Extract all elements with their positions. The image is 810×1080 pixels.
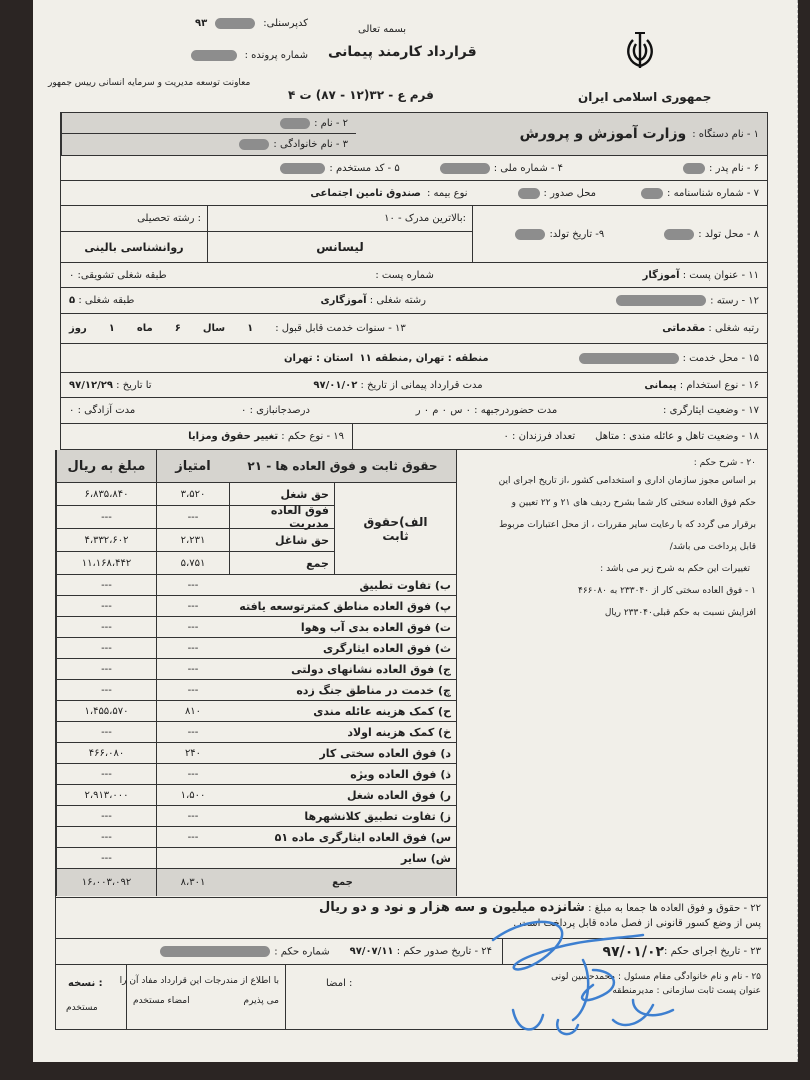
explanation-line: حکم فوق العاده سختی کار شما بشرح ردیف های ۲۱ و ۲۲ تعیین و: [511, 498, 756, 508]
job-field-value: آموزگاری: [320, 295, 367, 306]
amount-cell: ---: [56, 680, 156, 701]
post-title: آموزگار: [642, 269, 680, 281]
field-2-row: [61, 113, 356, 134]
score-cell: ---: [156, 659, 229, 680]
field-11-label: ۱۱ - عنوان پست :: [682, 269, 759, 281]
execution-date: ۹۷/۰۱/۰۲: [602, 943, 665, 960]
fixed-item-label: حق شغل: [229, 483, 334, 506]
front-duration: مدت حضوردرجبهه : ۰ س ۰ م ۰ ر: [415, 405, 558, 416]
copy-value: مستخدم: [66, 1003, 98, 1013]
explanation-line: برقرار می گردد که با رعایت سایر مقررات ، از محل اعتبارات مربوط: [499, 520, 756, 530]
employee-acknowledgement: [119, 965, 286, 1030]
allowance-label: چ) خدمت در مناطق جنگ زده: [229, 680, 456, 701]
explanation-line: قابل پرداخت می باشد/: [669, 542, 756, 552]
allowance-label: س) فوق العاده ایثارگری ماده ۵۱: [229, 827, 456, 848]
fixed-item-label: جمع: [229, 552, 334, 575]
amount-cell: ---: [56, 506, 156, 529]
deputy-label: معاونت توسعه مدیریت و سرمایه انسانی رییس جمهور: [48, 78, 251, 88]
score-cell: ---: [156, 596, 229, 617]
job-field-label: رشته شغلی :: [369, 295, 426, 306]
score-cell: ۸۱۰: [156, 701, 229, 722]
field-25-label: ۲۵ - نام و نام خانوادگی مقام مسئول :: [617, 972, 761, 982]
job-class-label: طبقه شغلی :: [78, 295, 135, 306]
insurance-value: صندوق تامین اجتماعی: [310, 187, 421, 199]
issue-date: ۹۷/۰۷/۱۱: [349, 946, 394, 957]
amount-cell: ۱،۴۵۵،۵۷۰: [56, 701, 156, 722]
document-title: قرارداد کارمند پیمانی: [328, 44, 477, 60]
amount-cell: ---: [56, 848, 156, 869]
allowance-label: ت) فوق العاده بدی آب وهوا: [229, 617, 456, 638]
copy-label: نسخه :: [68, 978, 103, 989]
field-15-row: [61, 344, 767, 373]
province-value: استان : تهران: [284, 352, 354, 364]
score-cell: ۵،۷۵۱: [156, 552, 229, 575]
redacted-block: [641, 188, 663, 199]
field-2-label: ۲ - نام :: [314, 117, 348, 129]
order-number-label: شماره حکم :: [274, 946, 330, 958]
field-23-label: ۲۳ - تاریخ اجرای حکم :: [664, 946, 761, 957]
change-item: ۱ - فوق العاده سختی کار از ۲۳۳۰۴۰ به ۴۶۶۰۸۰: [578, 586, 756, 596]
allowance-label: ش) سایر: [229, 848, 456, 869]
republic-label: جمهوری اسلامی ایران: [578, 90, 712, 104]
rank-value: مقدماتی: [662, 323, 706, 334]
form-code: فرم ع - ۳۲(۱۲ - ۸۷) ت ۴: [288, 88, 434, 102]
service-years: ۱: [247, 323, 254, 334]
major-value: روانشناسی بالینی: [61, 232, 207, 263]
amount-cell: ۲،۹۱۳،۰۰۰: [56, 785, 156, 806]
field-6-label: ۶ - نام پدر :: [709, 162, 759, 174]
contract-document: [33, 0, 798, 1062]
score-cell: ---: [156, 617, 229, 638]
amount-cell: ---: [56, 827, 156, 848]
months-unit: ماه: [136, 323, 153, 334]
amount-cell: ---: [56, 659, 156, 680]
amount-cell: ---: [56, 575, 156, 596]
salary-table: [56, 450, 456, 896]
field-16-label: ۱۶ - نوع استخدام :: [679, 379, 759, 391]
amount-cell: ---: [56, 596, 156, 617]
score-cell: ---: [156, 638, 229, 659]
amount-cell: ---: [56, 722, 156, 743]
employee-code-value: ۹۳: [195, 18, 208, 29]
field-8-label: ۸ - محل تولد :: [698, 228, 759, 240]
allowance-label: ث) فوق العاده ایثارگری: [229, 638, 456, 659]
amount-cell: ۴۶۶،۰۸۰: [56, 743, 156, 764]
redacted-block: [518, 188, 540, 199]
period-from: ۹۷/۰۱/۰۲: [313, 379, 358, 391]
field-17-row: [61, 398, 767, 424]
deductions-note: پس از وضع کسور قانونی از فصل ماده قابل پرداخت است .: [513, 918, 761, 929]
days-unit: روز: [69, 323, 87, 334]
field-5-label: ۵ - کد مستخدم :: [329, 162, 400, 174]
score-cell: ۳،۵۲۰: [156, 483, 229, 506]
header-score: امتیاز: [156, 450, 229, 483]
file-number: [98, 50, 308, 61]
amount-cell: ---: [56, 617, 156, 638]
personal-info-table: [60, 112, 768, 450]
redacted-block: [239, 139, 269, 150]
score-cell: ---: [156, 575, 229, 596]
children-count: تعداد فرزندان : ۰: [503, 431, 576, 442]
years-unit: سال: [202, 323, 226, 334]
field-18-label: ۱۸ - وضعیت تاهل و عائله مندی : متاهل: [595, 431, 759, 442]
amount-cell: ۴،۳۳۲،۶۰۲: [56, 529, 156, 552]
handwritten-signature: [463, 900, 703, 1060]
ack-accept: می پذیرم: [243, 996, 279, 1006]
job-class-value: ۵: [69, 295, 76, 306]
incentive-class: طبقه شغلی تشویقی: ۰: [69, 269, 167, 281]
file-number-label: شماره پرونده :: [244, 50, 308, 61]
field-16-row: [61, 373, 767, 398]
score-cell: ۲،۲۳۱: [156, 529, 229, 552]
service-months: ۶: [174, 323, 181, 334]
field-7-row: [61, 181, 767, 206]
signature-label: امضا :: [326, 978, 353, 989]
redacted-block: [664, 229, 694, 240]
redacted-block: [616, 295, 706, 306]
order-type: تغییر حقوق ومزایا: [188, 431, 279, 442]
field-3-row: [61, 134, 356, 156]
allowance-label: خ) کمک هزینه اولاد: [229, 722, 456, 743]
field-10-label: ۱۰ - بالاترین مدرک:: [207, 206, 473, 232]
explanation-body: [467, 470, 756, 558]
employee-code-label: کدپرسنلی:: [263, 18, 308, 29]
amount-cell: ---: [56, 764, 156, 785]
redacted-block: [280, 163, 325, 174]
score-cell: ---: [156, 506, 229, 529]
allowance-label: د) فوق العاده سختی کار: [229, 743, 456, 764]
post-number-label: شماره پست :: [375, 269, 434, 281]
redacted-block: [579, 353, 679, 364]
explanation-title: ۲۰ - شرح حکم :: [693, 458, 756, 468]
field-9-label: ۹- تاریخ تولد:: [549, 228, 605, 240]
official-post-label: عنوان پست ثابت سازمانی :: [656, 986, 761, 996]
redacted-block: [515, 229, 545, 240]
score-cell: ---: [156, 764, 229, 785]
field-3-label: ۳ - نام خانوادگی :: [273, 139, 348, 150]
allowance-label: ز) تفاوت تطبیق کلانشهرها: [229, 806, 456, 827]
field-1-row: [356, 113, 767, 156]
changes-heading: تغییرات این حکم به شرح زیر می باشد :: [600, 564, 750, 574]
score-cell: ---: [156, 806, 229, 827]
score-cell: [156, 848, 229, 869]
field-18-row: [61, 424, 767, 449]
score-cell: ---: [156, 827, 229, 848]
field-19-label: ۱۹ - نوع حکم :: [281, 431, 344, 442]
iran-emblem-icon: [623, 30, 657, 76]
field-24-label: ۲۴ - تاریخ صدور حکم :: [396, 946, 492, 957]
fixed-salary-group: الف)حقوق ثابت: [334, 483, 456, 575]
redacted-block: [440, 163, 490, 174]
total-in-words: شانزده میلیون و سه هزار و نود و دو ریال: [319, 900, 585, 915]
field-12-label: ۱۲ - رسته :: [710, 295, 759, 307]
allowance-label: ح) کمک هزینه عائله مندی: [229, 701, 456, 722]
total-label: جمع: [229, 869, 456, 896]
field-8-row: [473, 206, 767, 263]
field-4-label: ۴ - شماره ملی :: [493, 162, 564, 174]
score-cell: ---: [156, 722, 229, 743]
score-cell: ۲۴۰: [156, 743, 229, 764]
allowance-label: ج) فوق العاده نشانهای دولتی: [229, 659, 456, 680]
employment-type: پیمانی: [644, 379, 677, 391]
redacted-block: [215, 18, 255, 29]
official-name: محمدحسین لونی: [551, 972, 616, 982]
score-cell: ۱،۵۰۰: [156, 785, 229, 806]
redacted-block: [280, 118, 310, 129]
amount-cell: ۶،۸۳۵،۸۴۰: [56, 483, 156, 506]
region-value: منطقه : تهران ,منطقه ۱۱: [359, 352, 489, 364]
amount-cell: ---: [56, 806, 156, 827]
order-explanation: [456, 450, 766, 896]
allowance-label: ر) فوق العاده شغل: [229, 785, 456, 806]
total-amount: ۱۶،۰۰۳،۰۹۲: [56, 869, 156, 896]
fixed-item-label: حق شاغل: [229, 529, 334, 552]
field-13-label: ۱۳ - سنوات خدمت قابل قبول :: [275, 323, 406, 334]
amount-cell: ۱۱،۱۶۸،۴۴۲: [56, 552, 156, 575]
field-22-label: ۲۲ - حقوق و فوق العاده ها جمعا به مبلغ :: [588, 903, 761, 914]
field-17-label: ۱۷ - وضعیت ایثارگری :: [663, 405, 759, 416]
redacted-block: [191, 50, 237, 61]
insurance-label: نوع بیمه :: [426, 187, 468, 199]
fixed-item-label: فوق العاده مدیریت: [229, 506, 334, 529]
captivity-duration: مدت آزادگی : ۰: [69, 405, 136, 416]
employee-signature-label: امضاء مستخدم: [133, 996, 190, 1006]
disability-percent: درصدجانبازی : ۰: [241, 405, 310, 416]
allowance-label: ب) تفاوت تطبیق: [229, 575, 456, 596]
field-12-row: [61, 288, 767, 314]
redacted-block: [160, 946, 270, 957]
employee-code: [98, 18, 308, 29]
field-11-row: [61, 263, 767, 288]
major-label: رشته تحصیلی :: [61, 206, 207, 232]
allowance-label: پ) فوق العاده مناطق کمترتوسعه یافته: [229, 596, 456, 617]
field-7-label: ۷ - شماره شناسنامه :: [667, 187, 759, 199]
service-days: ۱: [108, 323, 115, 334]
basmala: بسمه تعالی: [358, 24, 407, 35]
issue-place-label: محل صدور :: [543, 187, 597, 199]
field-13-row: [61, 314, 767, 344]
salary-section: [55, 450, 768, 898]
rank-label: رتبه شغلی :: [708, 323, 759, 334]
explanation-line: بر اساس مجوز سازمان اداری و استخدامی کشور ،از تاریخ اجرای این: [498, 476, 756, 486]
field-6-row: [61, 156, 767, 181]
redacted-block: [683, 163, 705, 174]
amount-cell: ---: [56, 638, 156, 659]
allowance-label: ذ) فوق العاده ویژه: [229, 764, 456, 785]
field-1-label: ۱ - نام دستگاه :: [692, 128, 759, 140]
header-title: ۲۱ - حقوق ثابت و فوق العاده ها: [229, 450, 456, 483]
ack-text: با اطلاع از مندرجات این قرارداد مفاد آن را: [119, 976, 279, 986]
agency-name: وزارت آموزش و پرورش: [519, 126, 687, 142]
official-post: مدیرمنطقه: [612, 986, 654, 996]
score-cell: ---: [156, 680, 229, 701]
period-label: مدت قرارداد پیمانی از تاریخ :: [360, 379, 483, 391]
header-amount: مبلغ به ریال: [56, 450, 156, 483]
period-to: ۹۷/۱۲/۲۹: [69, 379, 113, 391]
field-15-label: ۱۵ - محل خدمت :: [682, 352, 759, 364]
to-label: تا تاریخ :: [116, 379, 152, 391]
change-note: افزایش نسبت به حکم قبلی۲۳۳۰۴۰ ریال: [604, 608, 756, 618]
total-score: ۸،۳۰۱: [156, 869, 229, 896]
degree-value: لیسانس: [207, 232, 473, 263]
